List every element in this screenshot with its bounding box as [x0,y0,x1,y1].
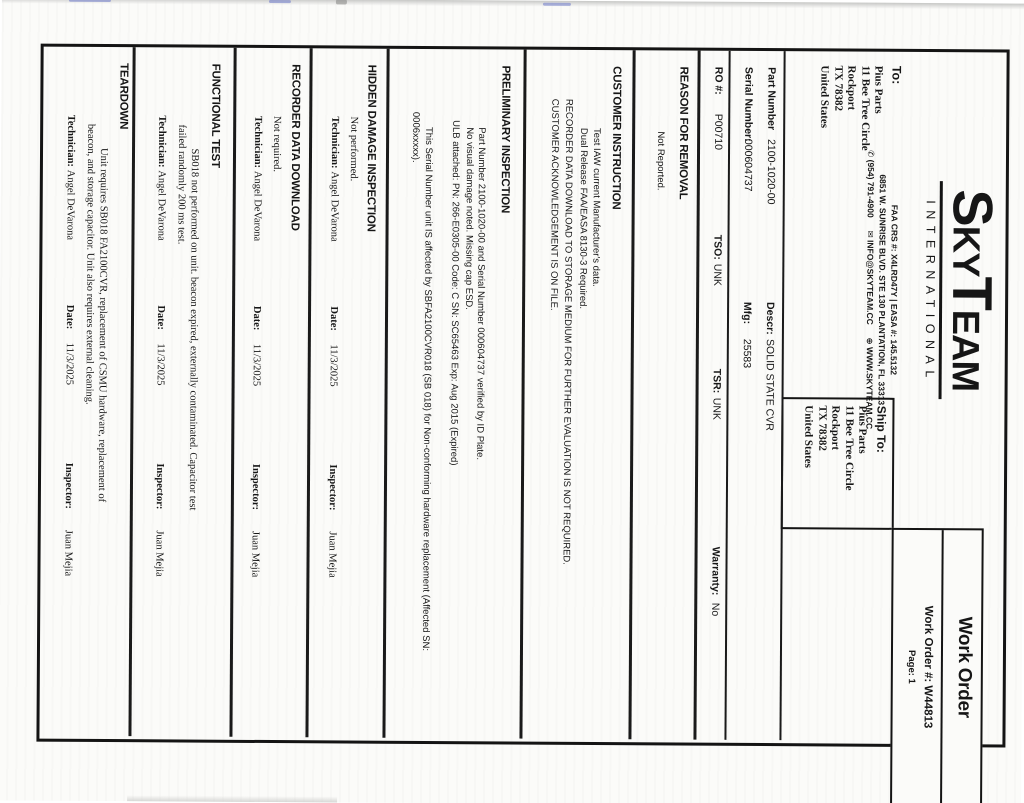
section-line: ULB attached: PN: 266-E0305-00 Code: C SN: SC65463 Exp: Aug 2015 (Expired) [448,120,462,466]
section-line: 0006xxxxx). [409,111,422,163]
ro-value: P00710 [712,113,725,150]
section-line: Part Number 2100-1020-00 and Serial Number 000604737 verified by ID Plate. [474,127,488,461]
ro-label: RO #: [712,66,725,95]
inspector-value: Juan Mejia [153,530,165,577]
ship-to-box [781,397,895,530]
to-address-line: Pius Parts [872,65,885,114]
ship-to-label: Ship To: [874,405,889,453]
technician-value: Angel DeVarona [155,170,167,241]
date-label: Date: [327,306,340,331]
mfg-label: Mfg: [740,301,754,325]
company-address-line: 6851 W. SUNRISE BLVD. STE 130 PLANTATION, FL 33313 [876,174,888,406]
part-number-label: Part Number [765,67,778,131]
tso-label: TSO: [711,234,724,260]
section-customer-instruction-title: CUSTOMER INSTRUCTION [609,66,623,210]
logo-subtitle: INTERNATIONAL [922,200,938,384]
section-line: Not Reported. [654,131,667,191]
technician-value: Angel DeVarona [328,171,340,242]
section-functional-test-title: FUNCTIONAL TEST [208,63,222,168]
section-line: Unit requires SB018 FA2100CVR, replacement of CSMU hardware, replacement of [95,147,110,503]
section-line: beacon, and storage capacitor. Unit also requires external cleaning. [83,123,97,405]
section-line: No visual damage noted. Missing cap ESD. [463,127,476,310]
section-hidden-damage-inspection-title: HIDDEN DAMAGE INSPECTION [364,64,378,232]
pen-mark [543,3,571,6]
inspector-value: Juan Mejia [326,531,338,578]
scan-edge-streak [127,795,337,802]
to-address-line: United States [818,65,831,129]
work-order-box [890,528,984,803]
ship-to-address-line: Pius Parts [856,405,869,454]
technician-label: Technician: [64,114,77,167]
date-label: Date: [63,304,76,330]
section-line: Dual Release FAA/EASA 8130-3 Required. [577,127,590,310]
section-line: failed randomly 200 ms test. [175,124,188,245]
to-address-line: TX 78382 [832,65,845,112]
section-line: RECORDER DATA DOWNLOAD TO STORAGE MEDIUM FOR FURTHER EVALUATION IS NOT REQUIRED. [560,98,575,565]
section-line: Test IAW current Manufacturer's data. [590,127,603,287]
ship-to-address-line: 11 Bee Tree Circle [842,405,856,491]
ship-to-address-line: Rockport [829,405,842,451]
section-teardown-title: TEARDOWN [117,63,130,130]
serial-number-value: 000604737 [741,138,755,192]
logo-letter-group: KY [944,225,987,277]
inspector-label: Inspector: [326,464,339,511]
technician-value: Angel DeVarona [251,170,263,242]
date-label: Date: [250,305,263,331]
work-order-number: Work Order #: W44813 [921,605,935,729]
section-line: CUSTOMER ACKNOWLEDGEMENT IS ON FILE. [548,98,561,311]
technician-label: Technician: [251,115,264,169]
skyteam-logo [922,175,1005,405]
inspector-label: Inspector: [249,463,262,511]
section-preliminary-inspection-title: PRELIMINARY INSPECTION [498,65,512,214]
part-number-value: 2100-1020-00 [764,139,778,205]
tsr-label: TSR: [710,368,723,394]
email-icon: ✉ [864,230,875,238]
warranty-label: Warranty: [709,546,722,596]
section-recorder-data-download-title: RECORDER DATA DOWNLOAD [288,64,302,231]
section-line: Not required. [270,116,283,173]
technician-label: Technician: [328,116,341,169]
ship-to-address-line: United States [802,405,815,468]
section-line: This Serial Number unit IS affected by SBFA2100CVR018 (SB 018) for Non-conforming hardware replacement (Affected SN: [419,126,435,652]
scan-edge-streak [2,0,1024,10]
section-line: SB018 not performed on unit. beacon expired, externally contaminated. Capacitor test [186,148,201,511]
date-label: Date: [154,305,167,330]
inspector-label: Inspector: [153,463,166,510]
technician-label: Technician: [155,115,168,168]
company-website: WWW.SKYTEAM.CC [864,347,875,430]
descr-value: SOLID STATE CVR [763,339,776,431]
tso-value: UNK [711,263,724,286]
section-reason-for-removal-title: REASON FOR REMOVAL [676,66,690,200]
date-value: 11/3/2025 [250,343,262,387]
pen-mark [269,0,291,3]
logo-letter-group: T [941,276,1005,310]
ship-to-address [801,405,869,490]
company-email: INFO@SKYTEAM.CC [864,239,876,325]
company-phone: (954) 791-4900 [865,159,876,218]
logo-letter-group: EAM [943,309,987,392]
ship-to-address-line: TX 78382 [815,405,829,451]
work-order-page-number: Page: 1 [905,650,917,684]
technician-value: Angel DeVarona [64,169,76,241]
date-value: 11/3/2025 [327,344,339,387]
warranty-value: No [709,602,722,617]
section-line: Not performed. [347,116,360,182]
to-label: To: [889,65,904,85]
date-value: 11/3/2025 [154,343,166,386]
globe-icon: ⊕ [863,337,874,345]
tsr-value: UNK [710,397,723,420]
inspector-label: Inspector: [62,462,75,509]
certification-line: FAA CRS #: X4LRD47Y | EASA #: 145.5132 [888,204,900,375]
work-order-title: Work Order [940,530,982,803]
scan-smudge [336,0,347,4]
to-address-line: 11 Bee Tree Circle [858,65,872,151]
phone-icon: ✆ [865,150,876,158]
inspector-value: Juan Mejia [249,530,261,578]
pen-mark [69,0,111,2]
to-address-line: Rockport [845,65,858,111]
descr-label: Descr: [763,302,777,335]
inspector-value: Juan Mejia [62,529,74,577]
skyteam-logo-wordmark [941,175,1005,405]
date-value: 11/3/2025 [63,342,75,386]
logo-letter-group: S [941,189,1005,226]
serial-number-label: Serial Number: [742,66,755,142]
mfg-value: 25583 [740,338,753,369]
